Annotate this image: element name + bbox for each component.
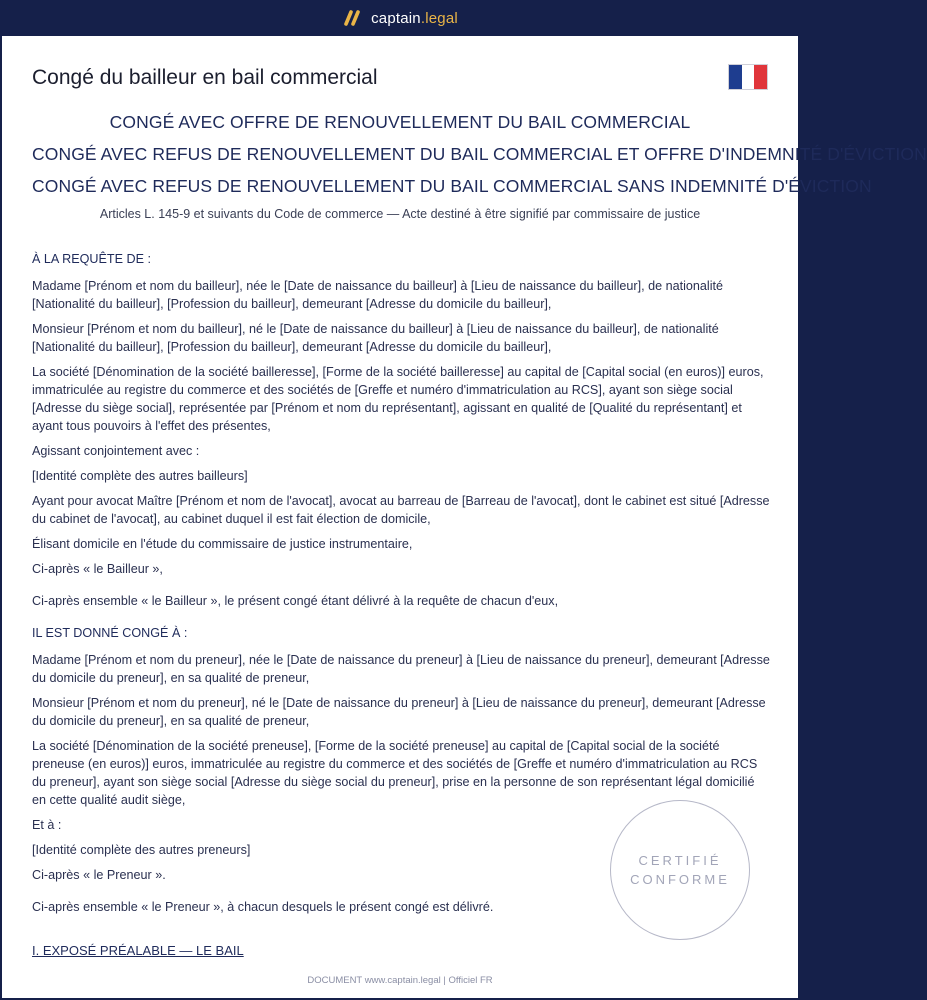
french-flag-icon xyxy=(728,64,768,90)
heading-offre-renouvellement: CONGÉ AVEC OFFRE DE RENOUVELLEMENT DU BAIL COMMERCIAL xyxy=(109,112,691,132)
paragraph: Madame [Prénom et nom du preneur], née le [Date de naissance du preneur] à [Lieu de naissance du preneur], demeurant [Adresse du domicile du preneur], en sa qualité de preneur, xyxy=(32,653,770,685)
paragraph: Monsieur [Prénom et nom du preneur], né le [Date de naissance du preneur] à [Lieu de naissance du preneur], demeurant [Adresse du domicile du preneur], en sa qualité de preneur, xyxy=(32,696,766,728)
captain-logo-icon xyxy=(342,10,362,26)
top-bar xyxy=(0,0,800,36)
paragraph: Et à : xyxy=(32,818,62,832)
document-title: Congé du bailleur en bail commercial xyxy=(32,66,378,89)
stamp-line-1: CERTIFIÉ xyxy=(638,853,722,868)
paragraph: Monsieur [Prénom et nom du bailleur], né le [Date de naissance du bailleur] à [Lieu de naissance du bailleur], de nationalité [Nationalité du bailleur], [Profession du bailleur], demeurant [Adresse du domicile du bailleur], xyxy=(32,322,719,354)
brand-main: captain xyxy=(371,9,421,27)
paragraph: Ci-après ensemble « le Bailleur », le présent congé étant délivré à la requête de chacun d'eux, xyxy=(32,594,559,608)
paragraph: Ci-après « le Preneur ». xyxy=(32,868,166,882)
document-footer: DOCUMENT www.captain.legal | Officiel FR xyxy=(307,975,493,986)
paragraph: [Identité complète des autres preneurs] xyxy=(32,843,251,857)
paragraph: Ci-après « le Bailleur », xyxy=(32,562,163,576)
paragraph: Ayant pour avocat Maître [Prénom et nom de l'avocat], avocat au barreau de [Barreau de l'avocat], dont le cabinet est situé [Adresse du cabinet de l'avocat], au cabinet duquel il est fait élection de domicile, xyxy=(32,494,770,526)
paragraph: [Identité complète des autres bailleurs] xyxy=(32,469,248,483)
section-conge-heading: IL EST DONNÉ CONGÉ À : xyxy=(32,626,188,640)
heading-refus-sans-indemnite: CONGÉ AVEC REFUS DE RENOUVELLEMENT DU BAIL COMMERCIAL SANS INDEMNITÉ D'ÉVICTION xyxy=(32,176,872,196)
paragraph: Madame [Prénom et nom du bailleur], née le [Date de naissance du bailleur] à [Lieu de naissance du bailleur], de nationalité [Nationalité du bailleur], [Profession du bailleur], demeurant [Adresse du domicile du bailleur], xyxy=(32,279,723,311)
paragraph: Agissant conjointement avec : xyxy=(32,444,200,458)
brand-accent: .legal xyxy=(420,9,458,27)
section-requete-heading: À LA REQUÊTE DE : xyxy=(32,252,151,266)
articles-subtitle: Articles L. 145-9 et suivants du Code de commerce — Acte destiné à être signifié par commissaire de justice xyxy=(99,207,701,221)
paragraph: La société [Dénomination de la société bailleresse], [Forme de la société bailleresse] au capital de [Capital social (en euros)] euros, immatriculée au registre du commerce et des sociétés de [Greffe et numéro d'immatriculation au RCS], ayant son siège social [Adresse du siège social], représentée par [Prénom et nom du représentant], agissant en qualité de [Qualité du représentant] et ayant tous pouvoirs à l'effet des présentes, xyxy=(32,365,764,433)
paragraph: La société [Dénomination de la société preneuse], [Forme de la société preneuse] au capital de [Capital social de la société preneuse (en euros)] euros, immatriculée au registre du commerce et des sociétés de [Greffe et numéro d'immatriculation au RCS du preneur], ayant son siège social [Adresse du siège social du preneur], prise en la personne de son représentant légal domicilié en cette qualité audit siège, xyxy=(32,739,758,807)
paragraph: Ci-après ensemble « le Preneur », à chacun desquels le présent congé est délivré. xyxy=(32,900,494,914)
document-page xyxy=(2,36,927,998)
section-expose-heading: I. EXPOSÉ PRÉALABLE — LE BAIL xyxy=(32,943,244,958)
certifie-conforme-stamp xyxy=(610,800,750,940)
stamp-line-2: CONFORME xyxy=(630,872,730,887)
brand-name[interactable] xyxy=(371,10,458,27)
paragraph: Élisant domicile en l'étude du commissaire de justice instrumentaire, xyxy=(32,537,413,551)
heading-refus-avec-indemnite: CONGÉ AVEC REFUS DE RENOUVELLEMENT DU BAIL COMMERCIAL ET OFFRE D'INDEMNITÉ D'ÉVICTION xyxy=(32,144,927,164)
